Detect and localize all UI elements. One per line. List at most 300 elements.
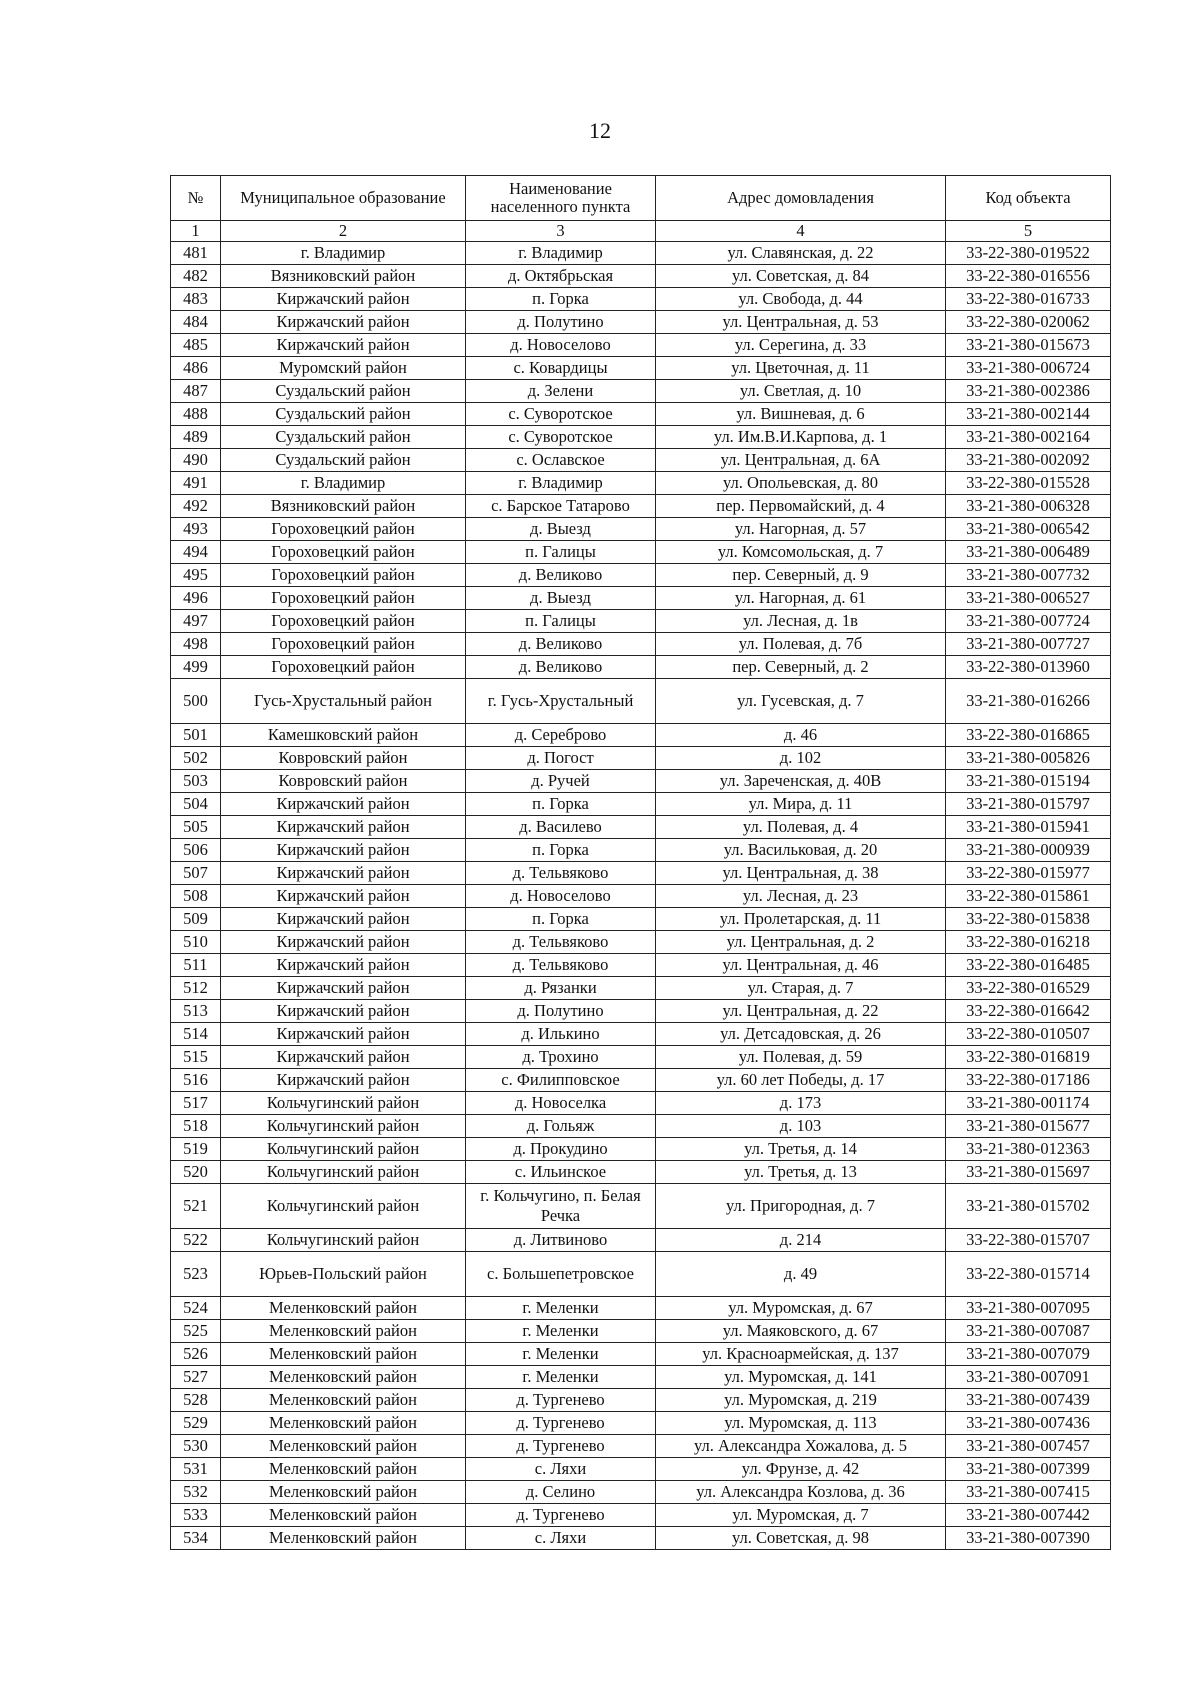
municipality-cell: Кольчугинский район — [221, 1184, 466, 1229]
column-number: 3 — [466, 221, 656, 242]
municipality-cell: Гороховецкий район — [221, 564, 466, 587]
table-body — [171, 242, 1111, 1550]
object-code-cell: 33-21-380-006527 — [946, 587, 1111, 610]
municipality-cell: Кольчугинский район — [221, 1161, 466, 1184]
object-code-cell: 33-22-380-016733 — [946, 288, 1111, 311]
settlement-cell: д. Селино — [466, 1481, 656, 1504]
object-code-cell: 33-21-380-007724 — [946, 610, 1111, 633]
table-row — [171, 587, 1111, 610]
row-number-cell: 485 — [171, 334, 221, 357]
address-cell: ул. Александра Козлова, д. 36 — [656, 1481, 946, 1504]
row-number-cell: 525 — [171, 1320, 221, 1343]
address-cell: ул. Советская, д. 84 — [656, 265, 946, 288]
address-cell: ул. Маяковского, д. 67 — [656, 1320, 946, 1343]
settlement-cell: д. Тургенево — [466, 1412, 656, 1435]
address-cell: ул. Им.В.И.Карпова, д. 1 — [656, 426, 946, 449]
settlement-cell: г. Меленки — [466, 1297, 656, 1320]
row-number-cell: 514 — [171, 1023, 221, 1046]
settlement-cell: д. Рязанки — [466, 977, 656, 1000]
settlement-cell: д. Тельвяково — [466, 931, 656, 954]
settlement-cell: г. Меленки — [466, 1366, 656, 1389]
table-row — [171, 1504, 1111, 1527]
row-number-cell: 511 — [171, 954, 221, 977]
row-number-cell: 510 — [171, 931, 221, 954]
address-cell: д. 49 — [656, 1252, 946, 1297]
settlement-cell: п. Горка — [466, 288, 656, 311]
settlement-cell: п. Горка — [466, 908, 656, 931]
address-cell: ул. Полевая, д. 4 — [656, 816, 946, 839]
address-cell: ул. Полевая, д. 59 — [656, 1046, 946, 1069]
row-number-cell: 496 — [171, 587, 221, 610]
object-code-cell: 33-21-380-007091 — [946, 1366, 1111, 1389]
row-number-cell: 509 — [171, 908, 221, 931]
municipality-cell: Муромский район — [221, 357, 466, 380]
header-municipality: Муниципальное образование — [221, 176, 466, 221]
object-code-cell: 33-22-380-015707 — [946, 1229, 1111, 1252]
settlement-cell: д. Великово — [466, 656, 656, 679]
object-code-cell: 33-21-380-002092 — [946, 449, 1111, 472]
municipality-cell: Гороховецкий район — [221, 541, 466, 564]
settlement-cell: д. Выезд — [466, 518, 656, 541]
settlement-cell: г. Гусь-Хрустальный — [466, 679, 656, 724]
table-row — [171, 1343, 1111, 1366]
municipality-cell: г. Владимир — [221, 242, 466, 265]
municipality-cell: Киржачский район — [221, 862, 466, 885]
row-number-cell: 533 — [171, 1504, 221, 1527]
row-number-cell: 534 — [171, 1527, 221, 1550]
address-cell: ул. Центральная, д. 2 — [656, 931, 946, 954]
municipality-cell: Кольчугинский район — [221, 1138, 466, 1161]
municipality-cell: Вязниковский район — [221, 495, 466, 518]
row-number-cell: 498 — [171, 633, 221, 656]
table-header-row — [171, 176, 1111, 221]
table-row — [171, 931, 1111, 954]
settlement-cell: д. Полутино — [466, 1000, 656, 1023]
municipality-cell: Гороховецкий район — [221, 587, 466, 610]
object-code-cell: 33-22-380-015528 — [946, 472, 1111, 495]
municipality-cell: Киржачский район — [221, 931, 466, 954]
settlement-cell: д. Трохино — [466, 1046, 656, 1069]
settlement-cell: с. Ильинское — [466, 1161, 656, 1184]
address-cell: ул. Зареченская, д. 40В — [656, 770, 946, 793]
object-code-cell: 33-22-380-020062 — [946, 311, 1111, 334]
object-code-cell: 33-21-380-002164 — [946, 426, 1111, 449]
object-code-cell: 33-21-380-006542 — [946, 518, 1111, 541]
row-number-cell: 530 — [171, 1435, 221, 1458]
row-number-cell: 488 — [171, 403, 221, 426]
row-number-cell: 531 — [171, 1458, 221, 1481]
object-code-cell: 33-21-380-005826 — [946, 747, 1111, 770]
table-row — [171, 426, 1111, 449]
table-row — [171, 449, 1111, 472]
settlement-cell: с. Ковардицы — [466, 357, 656, 380]
object-code-cell: 33-21-380-001174 — [946, 1092, 1111, 1115]
table-row — [171, 1458, 1111, 1481]
municipality-cell: Суздальский район — [221, 449, 466, 472]
settlement-cell: с. Ославское — [466, 449, 656, 472]
address-cell: пер. Северный, д. 9 — [656, 564, 946, 587]
settlement-cell: д. Октябрьская — [466, 265, 656, 288]
settlement-cell: д. Василево — [466, 816, 656, 839]
municipality-cell: Камешковский район — [221, 724, 466, 747]
object-code-cell: 33-21-380-007439 — [946, 1389, 1111, 1412]
municipality-cell: Суздальский район — [221, 380, 466, 403]
row-number-cell: 486 — [171, 357, 221, 380]
table-row — [171, 747, 1111, 770]
object-code-cell: 33-21-380-015697 — [946, 1161, 1111, 1184]
row-number-cell: 513 — [171, 1000, 221, 1023]
row-number-cell: 527 — [171, 1366, 221, 1389]
address-cell: пер. Северный, д. 2 — [656, 656, 946, 679]
table-row — [171, 1389, 1111, 1412]
object-code-cell: 33-22-380-015861 — [946, 885, 1111, 908]
object-code-cell: 33-21-380-015194 — [946, 770, 1111, 793]
object-code-cell: 33-21-380-006489 — [946, 541, 1111, 564]
address-cell: ул. Васильковая, д. 20 — [656, 839, 946, 862]
address-cell: ул. Мира, д. 11 — [656, 793, 946, 816]
row-number-cell: 523 — [171, 1252, 221, 1297]
address-cell: ул. Светлая, д. 10 — [656, 380, 946, 403]
table-row — [171, 541, 1111, 564]
table-row — [171, 472, 1111, 495]
object-code-cell: 33-21-380-007095 — [946, 1297, 1111, 1320]
settlement-cell: д. Полутино — [466, 311, 656, 334]
municipality-cell: Меленковский район — [221, 1343, 466, 1366]
municipality-cell: Гороховецкий район — [221, 633, 466, 656]
settlement-cell: д. Гольяж — [466, 1115, 656, 1138]
object-code-cell: 33-21-380-015702 — [946, 1184, 1111, 1229]
municipality-cell: Меленковский район — [221, 1504, 466, 1527]
settlement-cell: с. Барское Татарово — [466, 495, 656, 518]
registry-table — [170, 175, 1111, 1550]
settlement-cell: д. Новоселово — [466, 334, 656, 357]
table-row — [171, 311, 1111, 334]
settlement-cell: г. Владимир — [466, 242, 656, 265]
settlement-cell: д. Ручей — [466, 770, 656, 793]
object-code-cell: 33-21-380-015673 — [946, 334, 1111, 357]
settlement-cell: с. Суворотское — [466, 403, 656, 426]
settlement-cell: д. Тургенево — [466, 1389, 656, 1412]
table-row — [171, 1138, 1111, 1161]
row-number-cell: 517 — [171, 1092, 221, 1115]
table-row — [171, 862, 1111, 885]
municipality-cell: Суздальский район — [221, 403, 466, 426]
address-cell: ул. Центральная, д. 6А — [656, 449, 946, 472]
municipality-cell: Ковровский район — [221, 770, 466, 793]
object-code-cell: 33-21-380-015797 — [946, 793, 1111, 816]
municipality-cell: Меленковский район — [221, 1435, 466, 1458]
table-row — [171, 1069, 1111, 1092]
table-row — [171, 564, 1111, 587]
municipality-cell: Киржачский район — [221, 977, 466, 1000]
settlement-cell: с. Суворотское — [466, 426, 656, 449]
table-row — [171, 403, 1111, 426]
settlement-cell: с. Большепетровское — [466, 1252, 656, 1297]
header-settlement: Наименование населенного пункта — [466, 176, 656, 221]
municipality-cell: Киржачский район — [221, 954, 466, 977]
municipality-cell: Меленковский район — [221, 1458, 466, 1481]
object-code-cell: 33-22-380-015977 — [946, 862, 1111, 885]
object-code-cell: 33-21-380-007732 — [946, 564, 1111, 587]
municipality-cell: Меленковский район — [221, 1527, 466, 1550]
row-number-cell: 489 — [171, 426, 221, 449]
address-cell: ул. Лесная, д. 23 — [656, 885, 946, 908]
row-number-cell: 503 — [171, 770, 221, 793]
table-row — [171, 839, 1111, 862]
address-cell: ул. Муромская, д. 7 — [656, 1504, 946, 1527]
table-row — [171, 1297, 1111, 1320]
address-cell: ул. Муромская, д. 113 — [656, 1412, 946, 1435]
municipality-cell: Меленковский район — [221, 1297, 466, 1320]
object-code-cell: 33-21-380-016266 — [946, 679, 1111, 724]
row-number-cell: 493 — [171, 518, 221, 541]
object-code-cell: 33-21-380-007442 — [946, 1504, 1111, 1527]
row-number-cell: 491 — [171, 472, 221, 495]
address-cell: ул. Пригородная, д. 7 — [656, 1184, 946, 1229]
row-number-cell: 518 — [171, 1115, 221, 1138]
row-number-cell: 520 — [171, 1161, 221, 1184]
row-number-cell: 494 — [171, 541, 221, 564]
address-cell: ул. Центральная, д. 22 — [656, 1000, 946, 1023]
settlement-cell: д. Сереброво — [466, 724, 656, 747]
object-code-cell: 33-22-380-016556 — [946, 265, 1111, 288]
table-row — [171, 977, 1111, 1000]
object-code-cell: 33-21-380-007390 — [946, 1527, 1111, 1550]
settlement-cell: д. Тельвяково — [466, 954, 656, 977]
table-row — [171, 265, 1111, 288]
address-cell: ул. Пролетарская, д. 11 — [656, 908, 946, 931]
row-number-cell: 512 — [171, 977, 221, 1000]
municipality-cell: Суздальский район — [221, 426, 466, 449]
settlement-cell: д. Тельвяково — [466, 862, 656, 885]
table-row — [171, 633, 1111, 656]
address-cell: ул. Центральная, д. 53 — [656, 311, 946, 334]
page-number: 12 — [589, 118, 611, 143]
row-number-cell: 526 — [171, 1343, 221, 1366]
address-cell: ул. Старая, д. 7 — [656, 977, 946, 1000]
object-code-cell: 33-22-380-016218 — [946, 931, 1111, 954]
row-number-cell: 499 — [171, 656, 221, 679]
address-cell: д. 102 — [656, 747, 946, 770]
object-code-cell: 33-22-380-016485 — [946, 954, 1111, 977]
row-number-cell: 504 — [171, 793, 221, 816]
table-row — [171, 793, 1111, 816]
object-code-cell: 33-21-380-007436 — [946, 1412, 1111, 1435]
object-code-cell: 33-21-380-000939 — [946, 839, 1111, 862]
settlement-cell: г. Кольчугино, п. Белая Речка — [466, 1184, 656, 1229]
settlement-cell: д. Новоселка — [466, 1092, 656, 1115]
settlement-cell: д. Тургенево — [466, 1435, 656, 1458]
row-number-cell: 490 — [171, 449, 221, 472]
municipality-cell: г. Владимир — [221, 472, 466, 495]
address-cell: ул. Центральная, д. 38 — [656, 862, 946, 885]
address-cell: ул. Советская, д. 98 — [656, 1527, 946, 1550]
row-number-cell: 497 — [171, 610, 221, 633]
header-address: Адрес домовладения — [656, 176, 946, 221]
table-row — [171, 1161, 1111, 1184]
settlement-cell: д. Илькино — [466, 1023, 656, 1046]
settlement-cell: д. Великово — [466, 633, 656, 656]
table-row — [171, 1092, 1111, 1115]
address-cell: ул. Муромская, д. 67 — [656, 1297, 946, 1320]
settlement-cell: д. Зелени — [466, 380, 656, 403]
address-cell: ул. Нагорная, д. 57 — [656, 518, 946, 541]
object-code-cell: 33-22-380-016642 — [946, 1000, 1111, 1023]
table-row — [171, 1115, 1111, 1138]
object-code-cell: 33-21-380-002144 — [946, 403, 1111, 426]
municipality-cell: Вязниковский район — [221, 265, 466, 288]
table-row — [171, 1366, 1111, 1389]
row-number-cell: 502 — [171, 747, 221, 770]
table-row — [171, 1229, 1111, 1252]
table-row — [171, 380, 1111, 403]
municipality-cell: Киржачский район — [221, 311, 466, 334]
settlement-cell: п. Галицы — [466, 541, 656, 564]
address-cell: ул. Нагорная, д. 61 — [656, 587, 946, 610]
address-cell: д. 173 — [656, 1092, 946, 1115]
table-row — [171, 1046, 1111, 1069]
column-numbers-row — [171, 221, 1111, 242]
settlement-cell: г. Меленки — [466, 1343, 656, 1366]
address-cell: ул. Цветочная, д. 11 — [656, 357, 946, 380]
municipality-cell: Меленковский район — [221, 1366, 466, 1389]
table-row — [171, 816, 1111, 839]
municipality-cell: Киржачский район — [221, 816, 466, 839]
column-number: 1 — [171, 221, 221, 242]
settlement-cell: г. Меленки — [466, 1320, 656, 1343]
address-cell: ул. Детсадовская, д. 26 — [656, 1023, 946, 1046]
row-number-cell: 516 — [171, 1069, 221, 1092]
row-number-cell: 483 — [171, 288, 221, 311]
object-code-cell: 33-21-380-006328 — [946, 495, 1111, 518]
row-number-cell: 482 — [171, 265, 221, 288]
table-row — [171, 1481, 1111, 1504]
settlement-cell: д. Новоселово — [466, 885, 656, 908]
address-cell: ул. Центральная, д. 46 — [656, 954, 946, 977]
municipality-cell: Кольчугинский район — [221, 1229, 466, 1252]
municipality-cell: Меленковский район — [221, 1320, 466, 1343]
row-number-cell: 529 — [171, 1412, 221, 1435]
municipality-cell: Ковровский район — [221, 747, 466, 770]
settlement-cell: д. Литвиново — [466, 1229, 656, 1252]
table-row — [171, 770, 1111, 793]
municipality-cell: Киржачский район — [221, 1046, 466, 1069]
table-row — [171, 1412, 1111, 1435]
object-code-cell: 33-22-380-016819 — [946, 1046, 1111, 1069]
municipality-cell: Гороховецкий район — [221, 610, 466, 633]
object-code-cell: 33-21-380-007457 — [946, 1435, 1111, 1458]
row-number-cell: 492 — [171, 495, 221, 518]
row-number-cell: 495 — [171, 564, 221, 587]
row-number-cell: 515 — [171, 1046, 221, 1069]
address-cell: ул. Александра Хожалова, д. 5 — [656, 1435, 946, 1458]
object-code-cell: 33-21-380-015941 — [946, 816, 1111, 839]
municipality-cell: Киржачский район — [221, 1069, 466, 1092]
table-row — [171, 610, 1111, 633]
municipality-cell: Гусь-Хрустальный район — [221, 679, 466, 724]
row-number-cell: 506 — [171, 839, 221, 862]
row-number-cell: 507 — [171, 862, 221, 885]
object-code-cell: 33-21-380-006724 — [946, 357, 1111, 380]
address-cell: д. 103 — [656, 1115, 946, 1138]
municipality-cell: Кольчугинский район — [221, 1115, 466, 1138]
table-row — [171, 1320, 1111, 1343]
address-cell: д. 46 — [656, 724, 946, 747]
address-cell: ул. Опольевская, д. 80 — [656, 472, 946, 495]
row-number-cell: 521 — [171, 1184, 221, 1229]
column-number: 4 — [656, 221, 946, 242]
column-number: 5 — [946, 221, 1111, 242]
row-number-cell: 505 — [171, 816, 221, 839]
settlement-cell: п. Горка — [466, 793, 656, 816]
object-code-cell: 33-21-380-002386 — [946, 380, 1111, 403]
table-row — [171, 357, 1111, 380]
row-number-cell: 524 — [171, 1297, 221, 1320]
address-cell: ул. Славянская, д. 22 — [656, 242, 946, 265]
object-code-cell: 33-21-380-007399 — [946, 1458, 1111, 1481]
table-row — [171, 679, 1111, 724]
row-number-cell: 481 — [171, 242, 221, 265]
settlement-cell: д. Великово — [466, 564, 656, 587]
object-code-cell: 33-22-380-017186 — [946, 1069, 1111, 1092]
column-number: 2 — [221, 221, 466, 242]
row-number-cell: 487 — [171, 380, 221, 403]
row-number-cell: 522 — [171, 1229, 221, 1252]
table-row — [171, 1435, 1111, 1458]
address-cell: пер. Первомайский, д. 4 — [656, 495, 946, 518]
object-code-cell: 33-22-380-016529 — [946, 977, 1111, 1000]
settlement-cell: д. Тургенево — [466, 1504, 656, 1527]
settlement-cell: п. Горка — [466, 839, 656, 862]
settlement-cell: с. Ляхи — [466, 1458, 656, 1481]
object-code-cell: 33-21-380-007079 — [946, 1343, 1111, 1366]
object-code-cell: 33-22-380-016865 — [946, 724, 1111, 747]
settlement-cell: д. Прокудино — [466, 1138, 656, 1161]
municipality-cell: Гороховецкий район — [221, 518, 466, 541]
object-code-cell: 33-21-380-007087 — [946, 1320, 1111, 1343]
municipality-cell: Киржачский район — [221, 1000, 466, 1023]
address-cell: ул. Вишневая, д. 6 — [656, 403, 946, 426]
address-cell: ул. 60 лет Победы, д. 17 — [656, 1069, 946, 1092]
object-code-cell: 33-22-380-013960 — [946, 656, 1111, 679]
table-row — [171, 908, 1111, 931]
municipality-cell: Юрьев-Польский район — [221, 1252, 466, 1297]
header-object-code: Код объекта — [946, 176, 1111, 221]
municipality-cell: Кольчугинский район — [221, 1092, 466, 1115]
municipality-cell: Киржачский район — [221, 839, 466, 862]
address-cell: ул. Фрунзе, д. 42 — [656, 1458, 946, 1481]
table-row — [171, 885, 1111, 908]
row-number-cell: 532 — [171, 1481, 221, 1504]
table-row — [171, 1184, 1111, 1229]
table-row — [171, 1252, 1111, 1297]
settlement-cell: д. Погост — [466, 747, 656, 770]
table-row — [171, 1527, 1111, 1550]
settlement-cell: п. Галицы — [466, 610, 656, 633]
municipality-cell: Гороховецкий район — [221, 656, 466, 679]
row-number-cell: 501 — [171, 724, 221, 747]
table-row — [171, 1000, 1111, 1023]
address-cell: ул. Муромская, д. 141 — [656, 1366, 946, 1389]
object-code-cell: 33-21-380-012363 — [946, 1138, 1111, 1161]
address-cell: д. 214 — [656, 1229, 946, 1252]
municipality-cell: Киржачский район — [221, 334, 466, 357]
object-code-cell: 33-22-380-010507 — [946, 1023, 1111, 1046]
row-number-cell: 528 — [171, 1389, 221, 1412]
table-row — [171, 656, 1111, 679]
address-cell: ул. Третья, д. 14 — [656, 1138, 946, 1161]
address-cell: ул. Полевая, д. 7б — [656, 633, 946, 656]
